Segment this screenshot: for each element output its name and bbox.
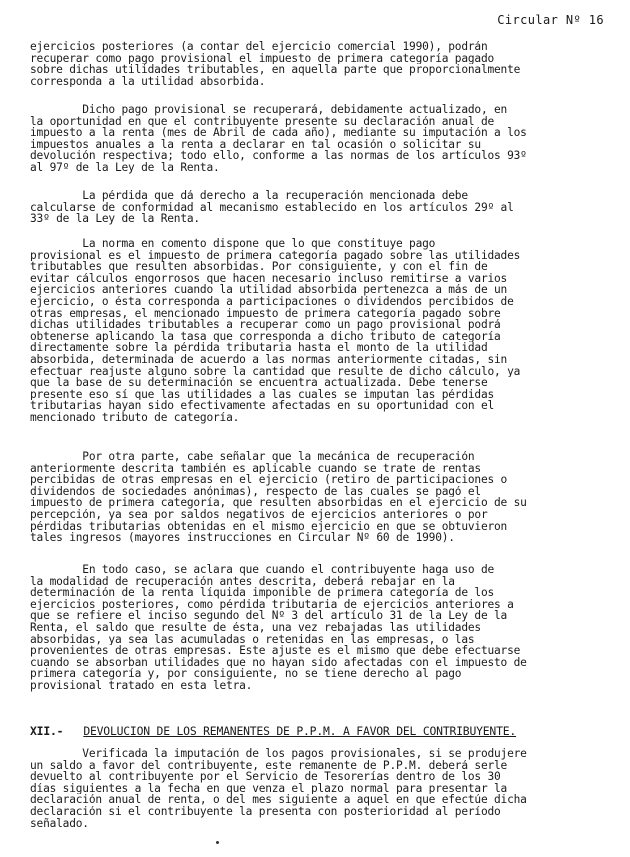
paragraph-7: [30, 748, 608, 829]
text-line: provenientes de otras empresas. Este ajuste es el mismo que debe efectuarse: [30, 645, 521, 657]
text-line: tributables que resulten absorbidas. Por consiguiente, y con el fin de: [30, 261, 488, 273]
text-line: En todo caso, se aclara que cuando el contribuyente haga uso de: [30, 564, 495, 576]
text-line: dichas utilidades tributables a recuperar como un pago provisional podrá: [30, 319, 501, 331]
text-line: evitar cálculos engorrosos que hacen necesario incluso remitirse a varios: [30, 272, 508, 285]
section-heading: [30, 724, 608, 738]
text-line: un saldo a favor del contribuyente, este remanente de P.P.M. deberá serle: [30, 759, 508, 772]
text-line: al 97º de la Ley de la Renta.: [30, 161, 220, 174]
text-line: ejercicios posteriores (a contar del ejercicio comercial 1990), podrán: [30, 41, 488, 53]
text-line: ejercicios posteriores, como pérdida tributaria de ejercicios anteriores a: [30, 598, 514, 611]
text-line: Renta, el saldo que resulte de ésta, una vez rebajadas las utilidades: [30, 621, 481, 634]
text-line: que se refiere el inciso segundo del Nº 3 del artículo 31 de la Ley de la: [30, 610, 508, 622]
text-line: la oportunidad en que el contribuyente presente su declaración anual de: [30, 115, 495, 128]
text-line: mencionado tributo de categoría.: [30, 411, 240, 424]
text-line: 33º de la Ley de la Renta.: [30, 213, 200, 225]
paragraph-3: [30, 190, 608, 225]
text-line: la modalidad de recuperación antes descrita, deberá rebajar en la: [30, 575, 455, 588]
text-line: corresponda a la utilidad absorbida.: [30, 75, 266, 88]
text-line: otras empresas, el mencionado impuesto de primera categoría pagado sobre: [30, 307, 501, 320]
text-line: calcularse de conformidad al mecanismo establecido en los artículos 29º al: [30, 201, 514, 214]
text-line: absorbidas, ya sea las acumuladas o retenidas en las empresas, o las: [30, 633, 475, 646]
text-line: impuestos anuales a la renta a declarar en tal ocasión o solicitar su: [30, 138, 481, 151]
paragraph-5: [30, 451, 608, 544]
text-line: La norma en comento dispone que lo que constituye pago: [30, 238, 436, 250]
paragraph-6: [30, 564, 608, 692]
scan-speck: [216, 841, 219, 844]
text-line: provisional es el impuesto de primera categoría pagado sobre las utilidades: [30, 249, 521, 262]
text-line: impuesto a la renta (mes de Abril de cada año), mediante su imputación a los: [30, 127, 527, 139]
text-line: pérdidas tributarias obtenidas en el mismo ejercicio en que se obtuvieron: [30, 520, 508, 533]
text-line: dividendos de sociedades anónimas), respecto de las cuales se pagó el: [30, 485, 481, 498]
text-line: presente eso sí que las utilidades a las cuales se imputan las pérdidas: [30, 388, 495, 401]
paragraph-4: [30, 238, 608, 424]
text-line: que la base de su determinación se encuentra actualizada. Debe tenerse: [30, 377, 488, 389]
text-line: recuperar como pago provisional el impuesto de primera categoría pagado: [30, 52, 495, 65]
text-line: impuesto de primera categoría, que resulten absorbidas en el ejercicio de su: [30, 497, 527, 509]
text-line: efectuar reajuste alguno sobre la cantidad que resulte de dicho cálculo, ya: [30, 365, 521, 378]
text-line: anteriormente descrita también es aplicable cuando se trate de rentas: [30, 462, 481, 475]
text-line: provisional tratado en esta letra.: [30, 679, 253, 692]
text-line: Dicho pago provisional se recuperará, debidamente actualizado, en: [30, 104, 508, 116]
text-line: devolución respectiva; todo ello, conforme a las normas de los artículos 93º: [30, 150, 527, 162]
text-line: determinación de la renta líquida imponible de primera categoría de los: [30, 587, 495, 599]
text-line: ejercicios anteriores cuando la utilidad absorbida pertenezca a más de un: [30, 284, 508, 296]
paragraph-2: [30, 104, 608, 174]
text-line: declaración si el contribuyente la presenta con posterioridad al período: [30, 805, 501, 818]
paragraph-1: [30, 41, 608, 87]
text-line: La pérdida que dá derecho a la recuperación mencionada debe: [30, 190, 468, 202]
text-line: Por otra parte, cabe señalar que la mecánica de recuperación: [30, 451, 475, 463]
text-line: tributarias hayan sido efectivamente afectadas en su oportunidad con el: [30, 400, 495, 412]
text-line: cuando se absorban utilidades que no hayan sido afectadas con el impuesto de: [30, 656, 527, 669]
text-line: absorbida, determinada de acuerdo a las normas anteriormente citadas, sin: [30, 353, 508, 366]
text-line: tales ingresos (mayores instrucciones en Circular Nº 60 de 1990).: [30, 532, 455, 544]
text-line: primera categoría y, por consiguiente, no se tiene derecho al pago: [30, 668, 462, 680]
text-line: percepción, ya sea por saldos negativos de ejercicios anteriores o por: [30, 508, 488, 521]
text-line: señalado.: [30, 817, 89, 830]
section-number: XII.-: [30, 724, 64, 738]
text-line: devuelto al contribuyente por el Servicio de Tesorerías dentro de los 30: [30, 771, 501, 783]
text-line: sobre dichas utilidades tributables, en aquella parte que proporcionalmente: [30, 64, 521, 76]
text-line: directamente sobre la pérdida tributaria hasta el monto de la utilidad: [30, 342, 488, 354]
text-line: Verificada la imputación de los pagos provisionales, si se produjere: [30, 748, 527, 760]
text-line: declaración anual de renta, o del mes siguiente a aquel en que efectúe dicha: [30, 794, 527, 806]
circular-number-header: Circular Nº 16: [497, 13, 604, 27]
section-title: DEVOLUCION DE LOS REMANENTES DE P.P.M. A FAVOR DEL CONTRIBUYENTE.: [83, 724, 517, 738]
text-line: ejercicio, o ésta corresponda a participaciones o dividendos percibidos de: [30, 295, 514, 308]
text-line: obtenerse aplicando la tasa que corresponda a dicho tributo de categoría: [30, 330, 501, 343]
text-line: días siguientes a la fecha en que venza el plazo normal para presentar la: [30, 782, 508, 795]
text-line: percibidas de otras empresas en el ejercicio (retiro de participaciones o: [30, 474, 508, 486]
